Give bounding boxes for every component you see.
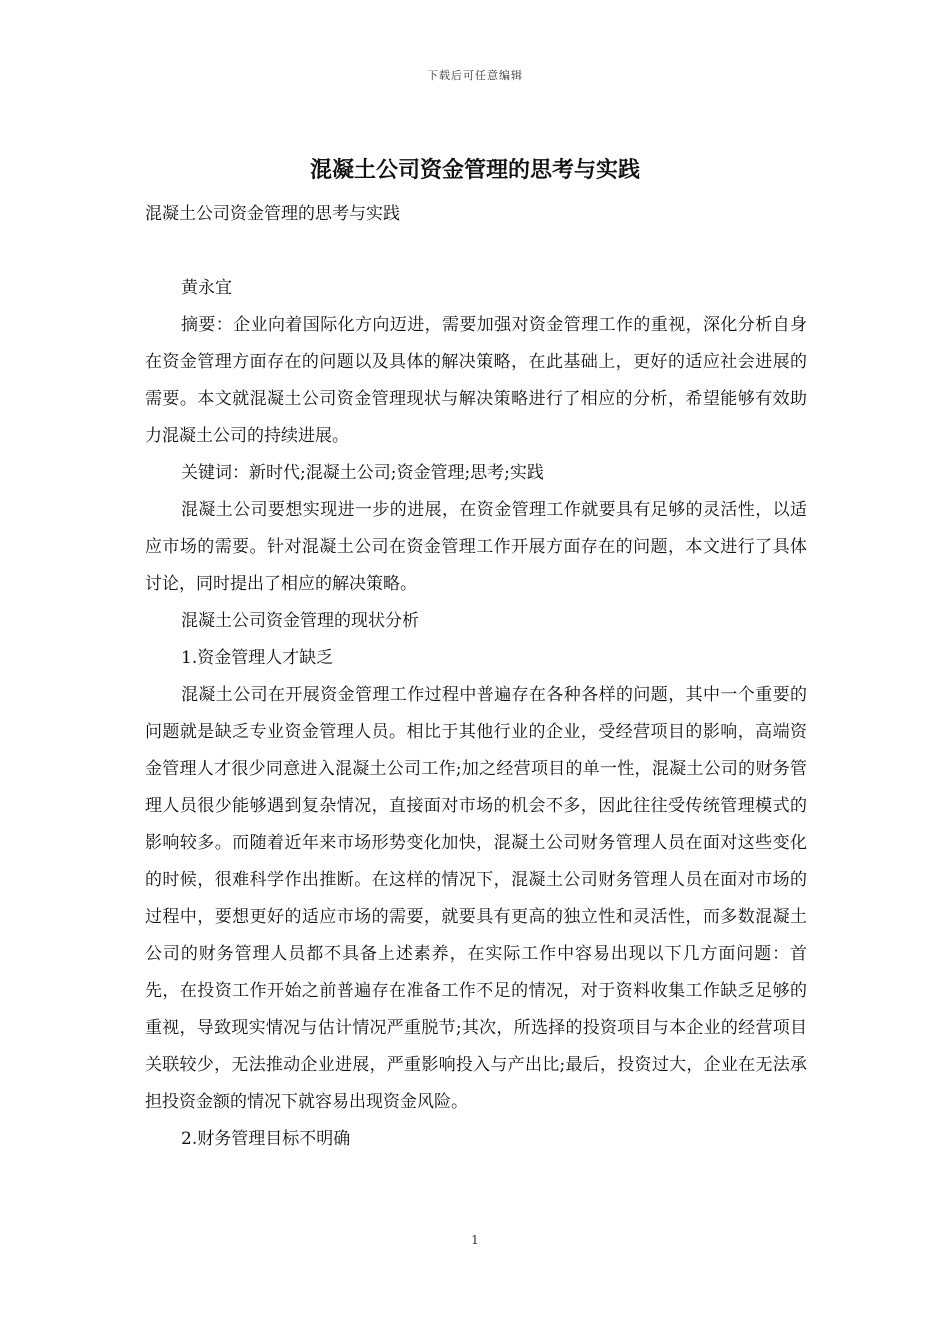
intro-paragraph: 混凝土公司要想实现进一步的进展，在资金管理工作就要具有足够的灵活性，以适应市场的需要。针对混凝土公司在资金管理工作开展方面存在的问题，本文进行了具体讨论，同时提出了相应的解决策略。 [145,500,807,594]
document-body [145,196,807,1158]
keywords-paragraph: 关键词：新时代;混凝土公司;资金管理;思考;实践 [181,463,544,483]
section-heading: 混凝土公司资金管理的现状分析 [181,611,419,631]
subsection-heading-2: 2.财务管理目标不明确 [181,1129,351,1149]
page-header: 下载后可任意编辑 [427,69,523,82]
page-number: 1 [471,1233,479,1247]
body-paragraph: 混凝土公司在开展资金管理工作过程中普遍存在各种各样的问题，其中一个重要的问题就是缺乏专业资金管理人员。相比于其他行业的企业，受经营项目的影响，高端资金管理人才很少同意进入混凝土公司工作;加之经营项目的单一性，混凝土公司的财务管理人员很少能够遇到复杂情况，直接面对市场的机会不多，因此往往受传统管理模式的影响较多。而随着近年来市场形势变化加快，混凝土公司财务管理人员在面对这些变化的时候，很难科学作出推断。在这样的情况下，混凝土公司财务管理人员在面对市场的过程中，要想更好的适应市场的需要，就要具有更高的独立性和灵活性，而多数混凝土公司的财务管理人员都不具备上述素养，在实际工作中容易出现以下几方面问题：首先，在投资工作开始之前普遍存在准备工作不足的情况，对于资料收集工作缺乏足够的重视，导致现实情况与估计情况严重脱节;其次，所选择的投资项目与本企业的经营项目关联较少，无法推动企业进展，严重影响投入与产出比;最后，投资过大，企业在无法承担投资金额的情况下就容易出现资金风险。 [145,685,807,1112]
author-name: 黄永宜 [181,278,232,298]
abstract-paragraph: 摘要：企业向着国际化方向迈进，需要加强对资金管理工作的重视，深化分析自身在资金管理方面存在的问题以及具体的解决策略，在此基础上，更好的适应社会进展的需要。本文就混凝土公司资金管理现状与解决策略进行了相应的分析，希望能够有效助力混凝土公司的持续进展。 [145,315,807,446]
document-subtitle: 混凝土公司资金管理的思考与实践 [145,204,400,224]
document-title: 混凝土公司资金管理的思考与实践 [309,157,640,183]
subsection-heading-1: 1.资金管理人才缺乏 [181,648,334,668]
